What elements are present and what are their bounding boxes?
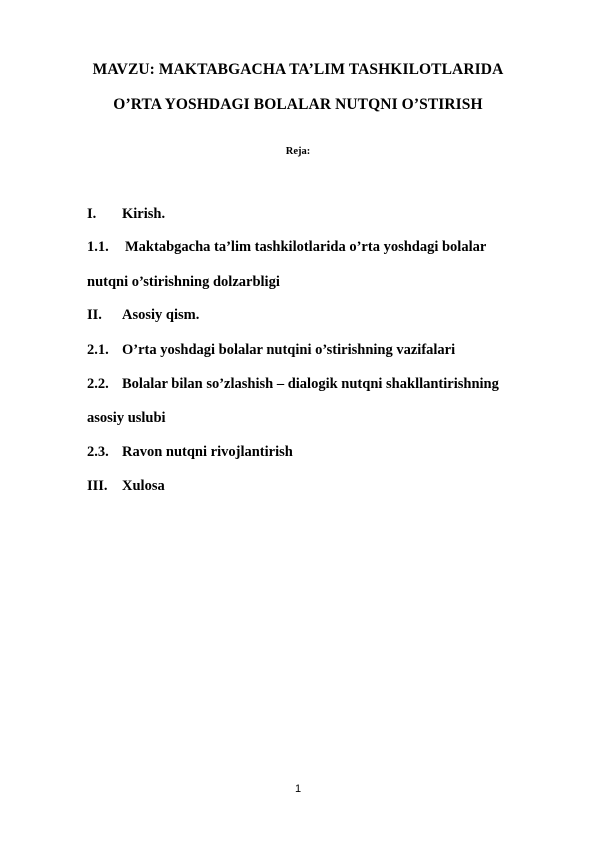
outline-item-text: Bolalar bilan so’zlashish – dialogik nutqni shakllantirishning: [122, 376, 499, 392]
outline-item-continuation: asosiy uslubi: [87, 410, 166, 426]
outline-item-text: Xulosa: [122, 478, 165, 494]
outline-item-text: O’rta yoshdagi bolalar nutqini o’stirishning vazifalari: [122, 342, 456, 358]
outline-item-number: III.: [87, 478, 108, 494]
outline-item: [87, 342, 456, 359]
outline-item: [87, 239, 487, 256]
outline-item-number: 2.1.: [87, 342, 109, 358]
outline-item: [87, 478, 165, 495]
outline-item-number: 2.3.: [87, 444, 109, 460]
plan-heading: Reja:: [285, 146, 311, 157]
document-title-line-1: MAVZU: MAKTABGACHA TA’LIM TASHKILOTLARIDA: [92, 61, 504, 78]
outline-item-text: Maktabgacha ta’lim tashkilotlarida o’rta yoshdagi bolalar: [125, 239, 487, 255]
page-number: 1: [294, 783, 302, 795]
outline-item: [87, 444, 293, 461]
outline-item-text: Ravon nutqni rivojlantirish: [122, 444, 293, 460]
outline-item-text: Kirish.: [122, 206, 166, 222]
outline-item-number: 2.2.: [87, 376, 109, 392]
outline-item-number: 1.1.: [87, 239, 109, 255]
outline-item-number: II.: [87, 307, 102, 323]
outline-item-text: Asosiy qism.: [122, 307, 200, 323]
outline-item-continuation: nutqni o’stirishning dolzarbligi: [87, 274, 280, 290]
outline-item: [87, 206, 166, 223]
outline-item: [87, 307, 200, 324]
outline-item: [87, 376, 499, 393]
outline-item-number: I.: [87, 206, 97, 222]
document-title-line-2: O’RTA YOSHDAGI BOLALAR NUTQNI O’STIRISH: [113, 96, 483, 113]
